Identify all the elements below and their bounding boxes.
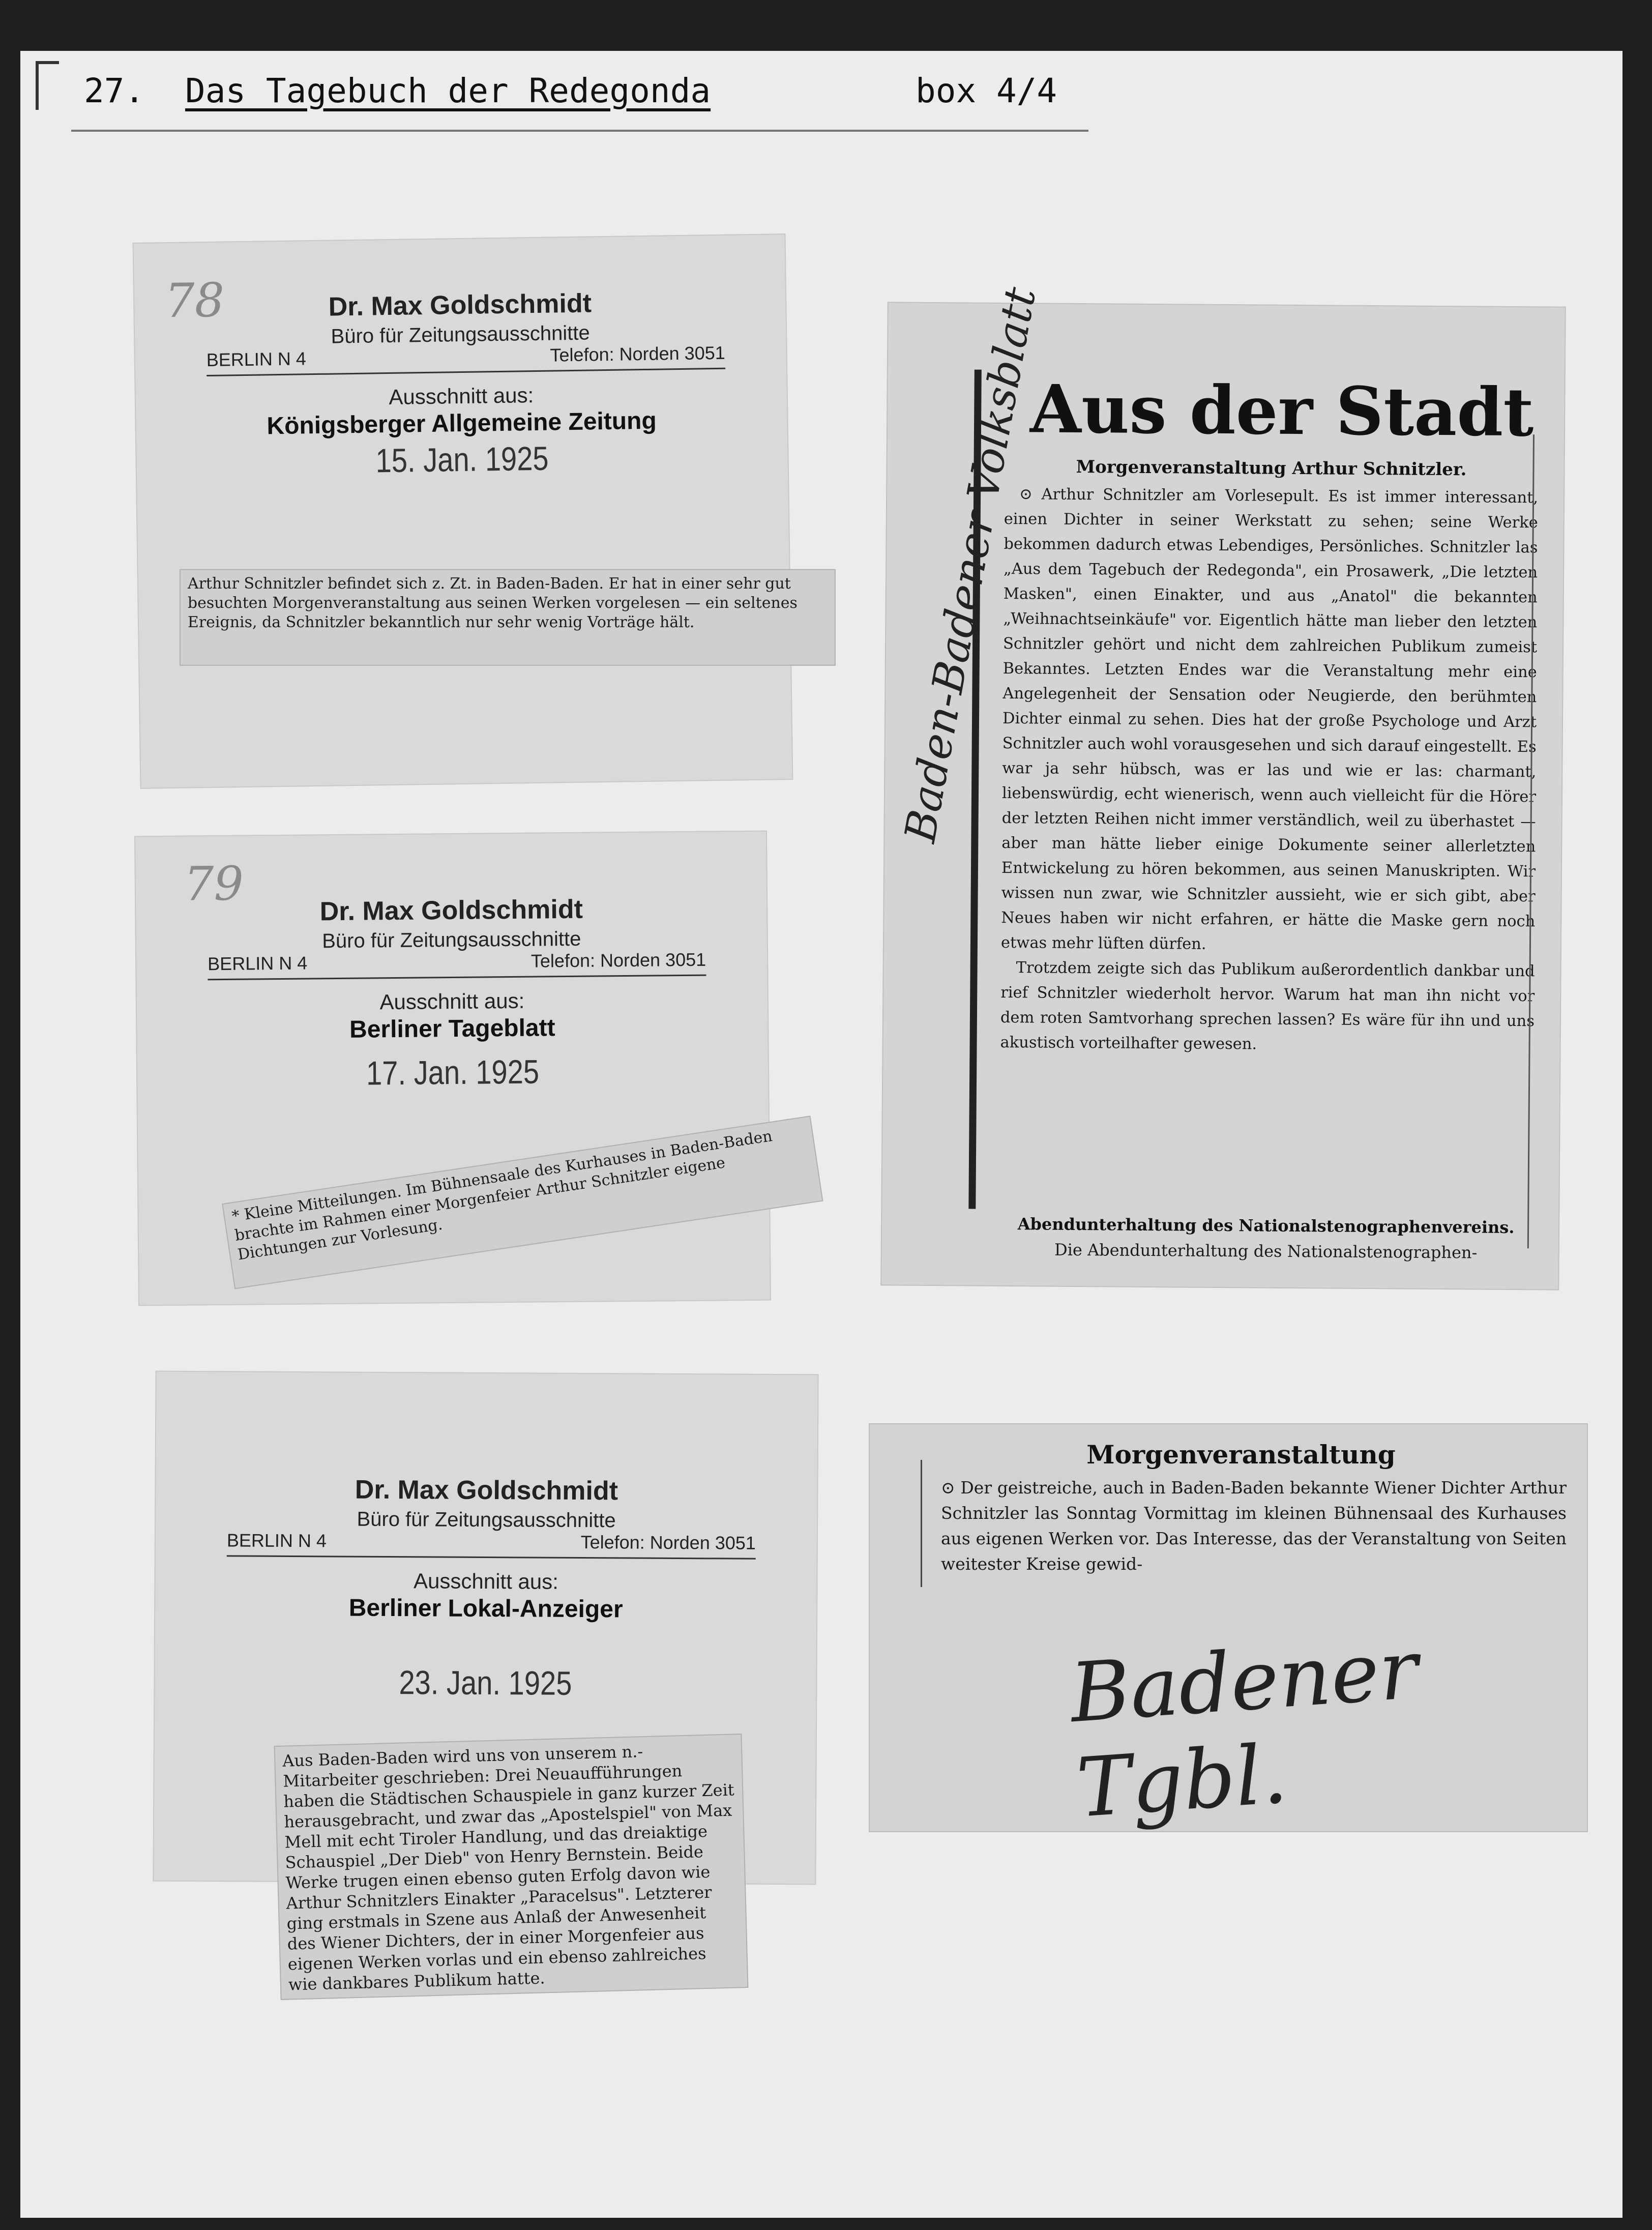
next-article-heading: Abendunterhaltung des Nationalstenographenvereins. xyxy=(1017,1214,1515,1238)
item-number: 27. xyxy=(84,71,145,110)
clipping-headline: Morgenveranstaltung xyxy=(1086,1440,1396,1470)
agency-address xyxy=(227,1530,756,1559)
article-paragraph: ⊙ Arthur Schnitzler am Vorlesepult. Es ist immer interessant, einen Dichter in seiner Werkstatt zu sehen; seine Werke bekommen dadurch etwas Lebendiges, Persönliches. Schnitzler las „Aus dem Tagebuch der Redegonda", ein Prosawerk, „Die letzten Masken", einen Einakter, und aus „Anatol" die bekannten „Weihnachtseinkäufe" vor. Eigentlich hätte man lieber den letzten Schnitzler gehört und nicht dem zahlreichen Publikum zumeist Bekanntes. Letzten Endes war die Veranstaltung mehr eine Angelegenheit der Sensation oder Neugierde, den berühmten Dichter einmal zu sehen. Dies hat der große Psychologe und Arzt Schnitzler auch wohl vorausgesehen und sich darauf eingestellt. Es war ja sehr hübsch, was er las und wie er las: charmant, liebenswürdig, echt wienerisch, wenn auch vielleicht für die Hörer der letzten Reihen nicht immer verständlich, weil zu überhastet — aber man hätte lieber einige Dokumente seiner allerletzten Entwickelung zu hören bekommen, aus seinen Manuskripten. Wir wissen nun zwar, wie Schnitzler aussieht, wie er sich gibt, aber Neues haben wir nicht erfahren, er hätte die Maske gern noch etwas mehr lüften dürfen. xyxy=(1000,485,1539,953)
clipping-text: Arthur Schnitzler befindet sich z. Zt. in Baden-Baden. Er hat in einer sehr gut besuchten Morgenveranstaltung aus seinen Werken vorgelesen — ein seltenes Ereignis, da Schnitzler bekanntlich nur sehr wenig Vorträge hält. xyxy=(180,569,836,666)
corner-mark xyxy=(36,61,59,110)
agency-phone: Telefon: Norden 3051 xyxy=(580,1531,756,1553)
article-aus-der-stadt xyxy=(881,283,1565,1289)
clipping-text: * Kleine Mitteilungen. Im Bühnensaale des Kurhauses in Baden-Baden brachte im Rahmen einer Morgenfeier Arthur Schnitzler eigene Dichtungen zur Vorlesung. xyxy=(222,1116,823,1289)
clipping-text-lokal-anzeiger: Aus Baden-Baden wird uns von unserem n.-Mitarbeiter geschrieben: Drei Neuaufführungen haben die Städtischen Schauspiele in ganz kurzer Zeit herausgebracht, und zwar das „Apostelspiel" von Max Mell mit echt Tiroler Handlung, und das dreiaktige Schauspiel „Der Dieb" von Henry Bernstein. Beide Werke trugen einen ebenso guten Erfolg davon wie Arthur Schnitzlers Einakter „Paracelsus". Letzterer ging erstmals in Szene aus Anlaß der Anwesenheit des Wiener Dichters, der in einer Morgenfeier aus eigenen Werken vorlas und ein ebenso zahlreiches wie dankbares Publikum hatte. xyxy=(274,1734,749,2000)
agency-phone: Telefon: Norden 3051 xyxy=(550,342,725,366)
agency-subtitle: Büro für Zeitungsausschnitte xyxy=(357,1508,616,1532)
pencil-number: 78 xyxy=(164,273,225,329)
agency-phone: Telefon: Norden 3051 xyxy=(530,949,706,972)
clipping-body: ⊙ Der geistreiche, auch in Baden-Baden bekannte Wiener Dichter Arthur Schnitzler las Sonntag Vormittag im kleinen Bühnensaal des Kurhauses aus eigenen Werken vor. Das Interesse, das der Veranstaltung von Seiten weitester Kreise gewid- xyxy=(941,1478,1567,1574)
agency-stamp xyxy=(134,285,786,351)
newspaper-name: Berliner Tageblatt xyxy=(349,1014,555,1043)
agency-name: Dr. Max Goldschmidt xyxy=(355,1475,618,1506)
pencil-number: 79 xyxy=(184,856,244,912)
clipping-slip-koenigsberger xyxy=(134,234,798,788)
agency-city: BERLIN N 4 xyxy=(226,1530,327,1551)
work-title: Das Tagebuch der Redegonda xyxy=(185,71,711,110)
cut-from-label: Ausschnitt aus: xyxy=(413,1569,559,1594)
handwritten-source: Badener Tgbl. xyxy=(1067,1621,1421,1836)
cut-from-label: Ausschnitt aus: xyxy=(389,383,534,409)
agency-subtitle: Büro für Zeitungsausschnitte xyxy=(322,927,581,953)
newspaper-name: Königsberger Allgemeine Zeitung xyxy=(267,407,657,440)
cut-from-label: Ausschnitt aus: xyxy=(379,988,525,1014)
next-article-line: Die Abendunterhaltung des Nationalstenographen- xyxy=(1054,1240,1478,1263)
article-subhead: Morgenveranstaltung Arthur Schnitzler. xyxy=(1076,456,1467,480)
agency-stamp xyxy=(136,893,767,955)
box-label: box 4/4 xyxy=(916,71,1057,110)
agency-name: Dr. Max Goldschmidt xyxy=(328,288,592,322)
article-body xyxy=(1000,482,1538,1059)
article-headline: Aus der Stadt xyxy=(1029,370,1534,452)
agency-stamp xyxy=(156,1474,817,1534)
clipping-date: 15. Jan. 1925 xyxy=(375,439,549,480)
newspaper-name: Berliner Lokal-Anzeiger xyxy=(348,1594,623,1623)
clipping-slip-tageblatt xyxy=(135,832,774,1305)
agency-address xyxy=(208,949,706,981)
header-rule xyxy=(71,130,1088,132)
clipping-date: 23. Jan. 1925 xyxy=(399,1663,572,1702)
page-header xyxy=(84,71,1057,110)
clipping-date: 17. Jan. 1925 xyxy=(366,1052,540,1092)
handwritten-source: Baden-Badener Volksblatt xyxy=(895,283,1046,846)
agency-name: Dr. Max Goldschmidt xyxy=(319,894,583,927)
agency-city: BERLIN N 4 xyxy=(208,952,308,975)
article-paragraph: Trotzdem zeigte sich das Publikum außerordentlich dankbar und rief Schnitzler wiederholt hervor. Warum hat man ihn nicht vor dem roten Samtvorhang sprechen lassen? Es wäre für ihn und uns akustisch vorteilhafter gewesen. xyxy=(1000,959,1535,1053)
clipping-morgenveranstaltung xyxy=(870,1424,1587,1836)
agency-subtitle: Büro für Zeitungsausschnitte xyxy=(331,321,591,348)
adjacent-column-fragment xyxy=(870,1460,922,1587)
agency-city: BERLIN N 4 xyxy=(206,348,307,371)
